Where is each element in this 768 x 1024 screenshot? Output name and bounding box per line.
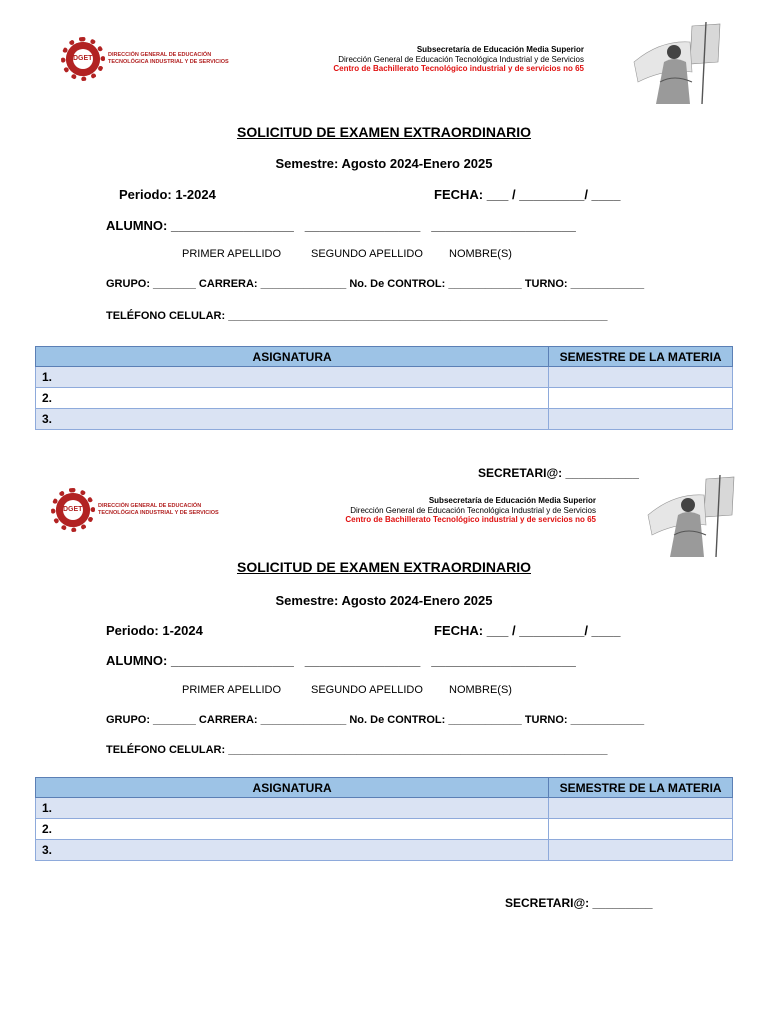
table-row[interactable] bbox=[36, 367, 733, 388]
row-number: 1. bbox=[36, 367, 549, 388]
table-row[interactable] bbox=[36, 840, 733, 861]
caption-first-surname: PRIMER APELLIDO bbox=[182, 248, 282, 260]
secretary-signature-field[interactable]: SECRETARI@: ___________ bbox=[478, 466, 639, 480]
header-subject-semester: SEMESTRE DE LA MATERIA bbox=[549, 347, 733, 367]
logo-text: DIRECCIÓN GENERAL DE EDUCACIÓN TECNOLÓGICA INDUSTRIAL Y DE SERVICIOS bbox=[98, 503, 219, 516]
semester-label: Semestre: Agosto 2024-Enero 2025 bbox=[275, 593, 493, 608]
caption-first-surname: PRIMER APELLIDO bbox=[182, 684, 282, 696]
subjects-table bbox=[35, 777, 733, 861]
semester-cell[interactable] bbox=[549, 798, 733, 819]
flag-woman-emblem-icon bbox=[644, 475, 736, 557]
semester-cell[interactable] bbox=[549, 819, 733, 840]
header-line-3: Centro de Bachillerato Tecnológico industrial y de servicios no 65 bbox=[345, 515, 596, 524]
date-field[interactable]: FECHA: ___ / _________/ ____ bbox=[434, 187, 621, 202]
semester-cell[interactable] bbox=[549, 840, 733, 861]
gear-emblem-icon: DGETI bbox=[66, 42, 100, 76]
header-line-1: Subsecretaría de Educación Media Superior bbox=[428, 496, 596, 505]
secretary-signature-field[interactable]: SECRETARI@: _________ bbox=[505, 896, 653, 910]
header-line-3: Centro de Bachillerato Tecnológico industrial y de servicios no 65 bbox=[333, 64, 584, 73]
header-subject: ASIGNATURA bbox=[36, 778, 549, 798]
phone-field[interactable]: TELÉFONO CELULAR: ______________________________________________________________ bbox=[106, 744, 608, 756]
row-number: 3. bbox=[36, 409, 549, 430]
dgeti-logo bbox=[56, 493, 238, 527]
semester-cell[interactable] bbox=[549, 388, 733, 409]
header-institution bbox=[333, 45, 584, 74]
header-line-2: Dirección General de Educación Tecnológica Industrial y de Servicios bbox=[338, 54, 584, 64]
semester-cell[interactable] bbox=[549, 367, 733, 388]
table-row[interactable] bbox=[36, 798, 733, 819]
logo-text: DIRECCIÓN GENERAL DE EDUCACIÓN TECNOLÓGICA INDUSTRIAL Y DE SERVICIOS bbox=[108, 52, 229, 65]
header-subject-semester: SEMESTRE DE LA MATERIA bbox=[549, 778, 733, 798]
header-line-1: Subsecretaría de Educación Media Superior bbox=[416, 45, 584, 54]
flag-woman-emblem-icon bbox=[630, 22, 722, 104]
dgeti-logo bbox=[66, 42, 248, 76]
table-row[interactable] bbox=[36, 819, 733, 840]
group-career-control-shift-field[interactable]: GRUPO: _______ CARRERA: ______________ No. De CONTROL: ____________ TURNO: ____________ bbox=[106, 278, 645, 290]
student-name-field[interactable]: ALUMNO: _________________ ________________ ____________________ bbox=[106, 653, 576, 668]
row-number: 3. bbox=[36, 840, 549, 861]
header-institution bbox=[345, 496, 596, 525]
date-field[interactable]: FECHA: ___ / _________/ ____ bbox=[434, 623, 621, 638]
semester-cell[interactable] bbox=[549, 409, 733, 430]
subjects-table bbox=[35, 346, 733, 430]
group-career-control-shift-field[interactable]: GRUPO: _______ CARRERA: ______________ No. De CONTROL: ____________ TURNO: ____________ bbox=[106, 714, 645, 726]
header-line-2: Dirección General de Educación Tecnológica Industrial y de Servicios bbox=[350, 505, 596, 515]
row-number: 2. bbox=[36, 388, 549, 409]
gear-emblem-icon: DGETI bbox=[56, 493, 90, 527]
row-number: 2. bbox=[36, 819, 549, 840]
caption-second-surname: SEGUNDO APELLIDO bbox=[311, 248, 423, 260]
caption-names: NOMBRE(S) bbox=[449, 248, 512, 260]
phone-field[interactable]: TELÉFONO CELULAR: ______________________________________________________________ bbox=[106, 310, 608, 322]
caption-second-surname: SEGUNDO APELLIDO bbox=[311, 684, 423, 696]
student-name-field[interactable]: ALUMNO: _________________ ________________ ____________________ bbox=[106, 218, 576, 233]
form-title: SOLICITUD DE EXAMEN EXTRAORDINARIO bbox=[236, 559, 531, 575]
form-title: SOLICITUD DE EXAMEN EXTRAORDINARIO bbox=[236, 124, 531, 140]
table-row[interactable] bbox=[36, 388, 733, 409]
period-label: Periodo: 1-2024 bbox=[119, 187, 216, 202]
table-row[interactable] bbox=[36, 409, 733, 430]
semester-label: Semestre: Agosto 2024-Enero 2025 bbox=[275, 156, 493, 171]
row-number: 1. bbox=[36, 798, 549, 819]
caption-names: NOMBRE(S) bbox=[449, 684, 512, 696]
period-label: Periodo: 1-2024 bbox=[106, 623, 203, 638]
header-subject: ASIGNATURA bbox=[36, 347, 549, 367]
